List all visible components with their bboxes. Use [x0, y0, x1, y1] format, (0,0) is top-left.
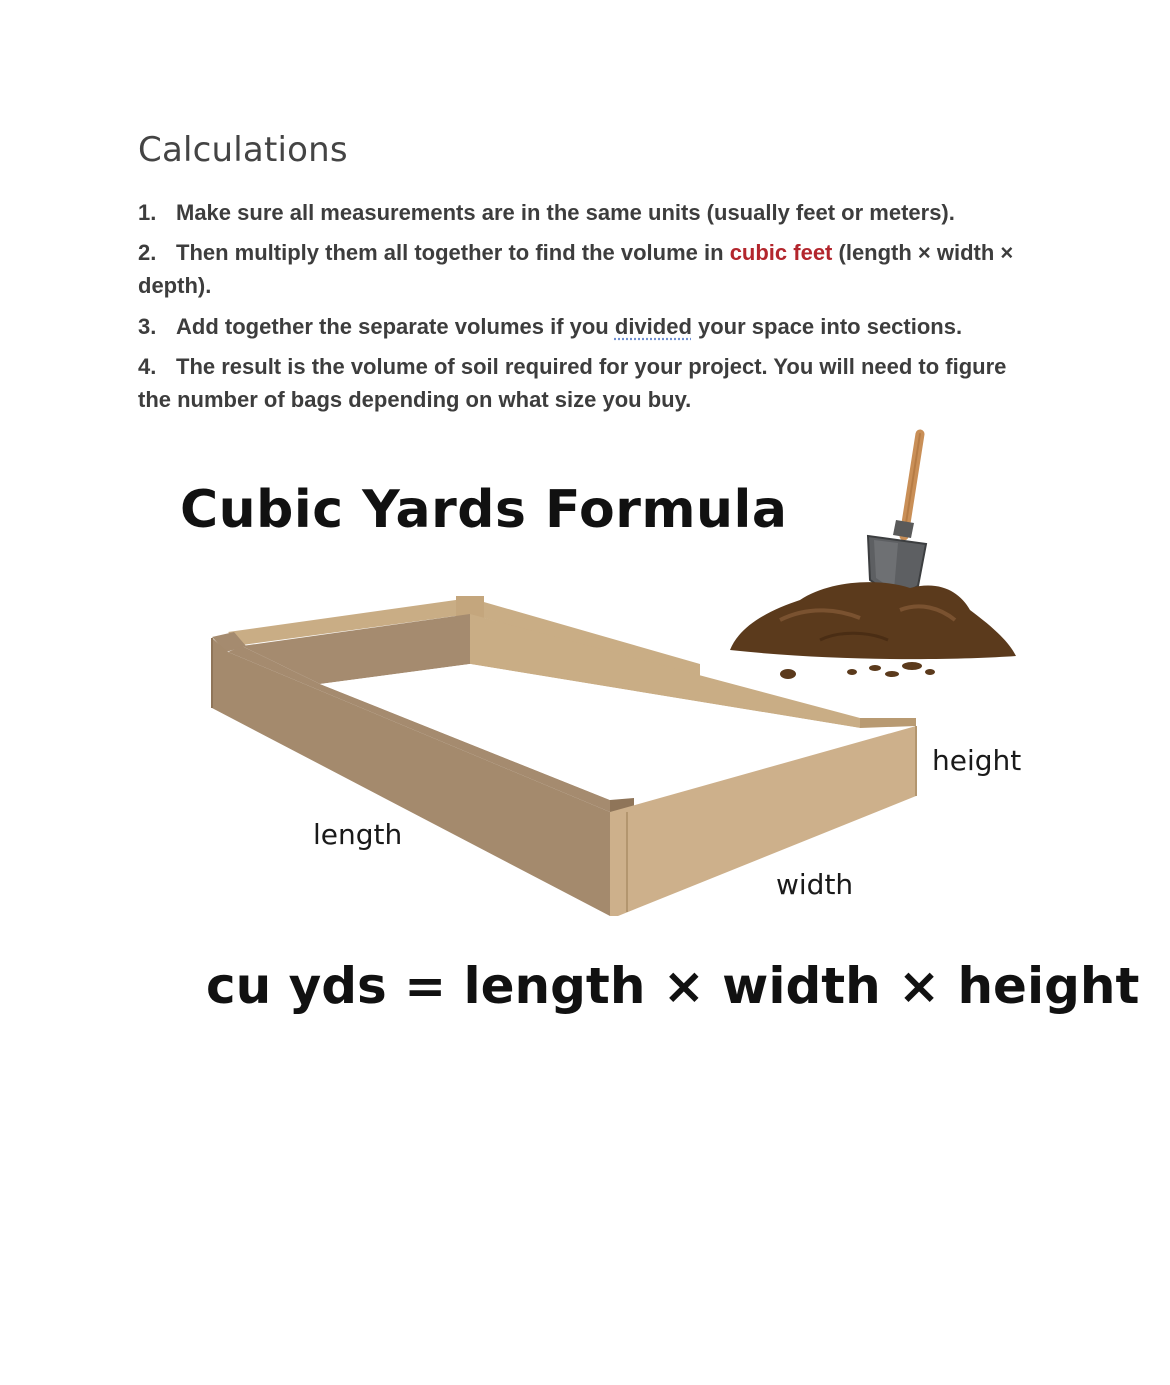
- list-item: [138, 196, 1038, 229]
- formula: cu yds = length × width × height: [206, 957, 1140, 1015]
- step-text: (length × width × depth).: [138, 240, 1014, 298]
- width-label: width: [776, 868, 854, 901]
- length-label: length: [313, 818, 403, 851]
- divided-link[interactable]: divided: [614, 314, 692, 339]
- soil-pile-icon: [730, 582, 1016, 679]
- step-number: 4.: [138, 354, 157, 379]
- list-item: [138, 310, 1038, 343]
- step-number: 2.: [138, 240, 157, 265]
- cubic-yards-figure: [140, 420, 1140, 1040]
- step-text: Then multiply them all together to find the volume in: [176, 240, 730, 265]
- section-heading: Calculations: [138, 130, 348, 170]
- step-text: The result is the volume of soil required for your project. You will need to figure the number of bags depending on what size you buy.: [138, 354, 1007, 412]
- list-item: [138, 236, 1038, 302]
- step-text: Make sure all measurements are in the same units (usually feet or meters).: [176, 200, 955, 225]
- figure-title: Cubic Yards Formula: [180, 480, 788, 540]
- step-number: 3.: [138, 314, 157, 339]
- cubic-feet-link[interactable]: cubic feet: [729, 240, 833, 265]
- step-text: Add together the separate volumes if you: [176, 314, 615, 339]
- step-text: your space into sections.: [691, 314, 963, 339]
- list-item: [138, 350, 1038, 416]
- shovel-icon: [868, 434, 926, 598]
- steps-list: [138, 196, 1038, 422]
- height-label: height: [932, 744, 1022, 777]
- step-number: 1.: [138, 200, 157, 225]
